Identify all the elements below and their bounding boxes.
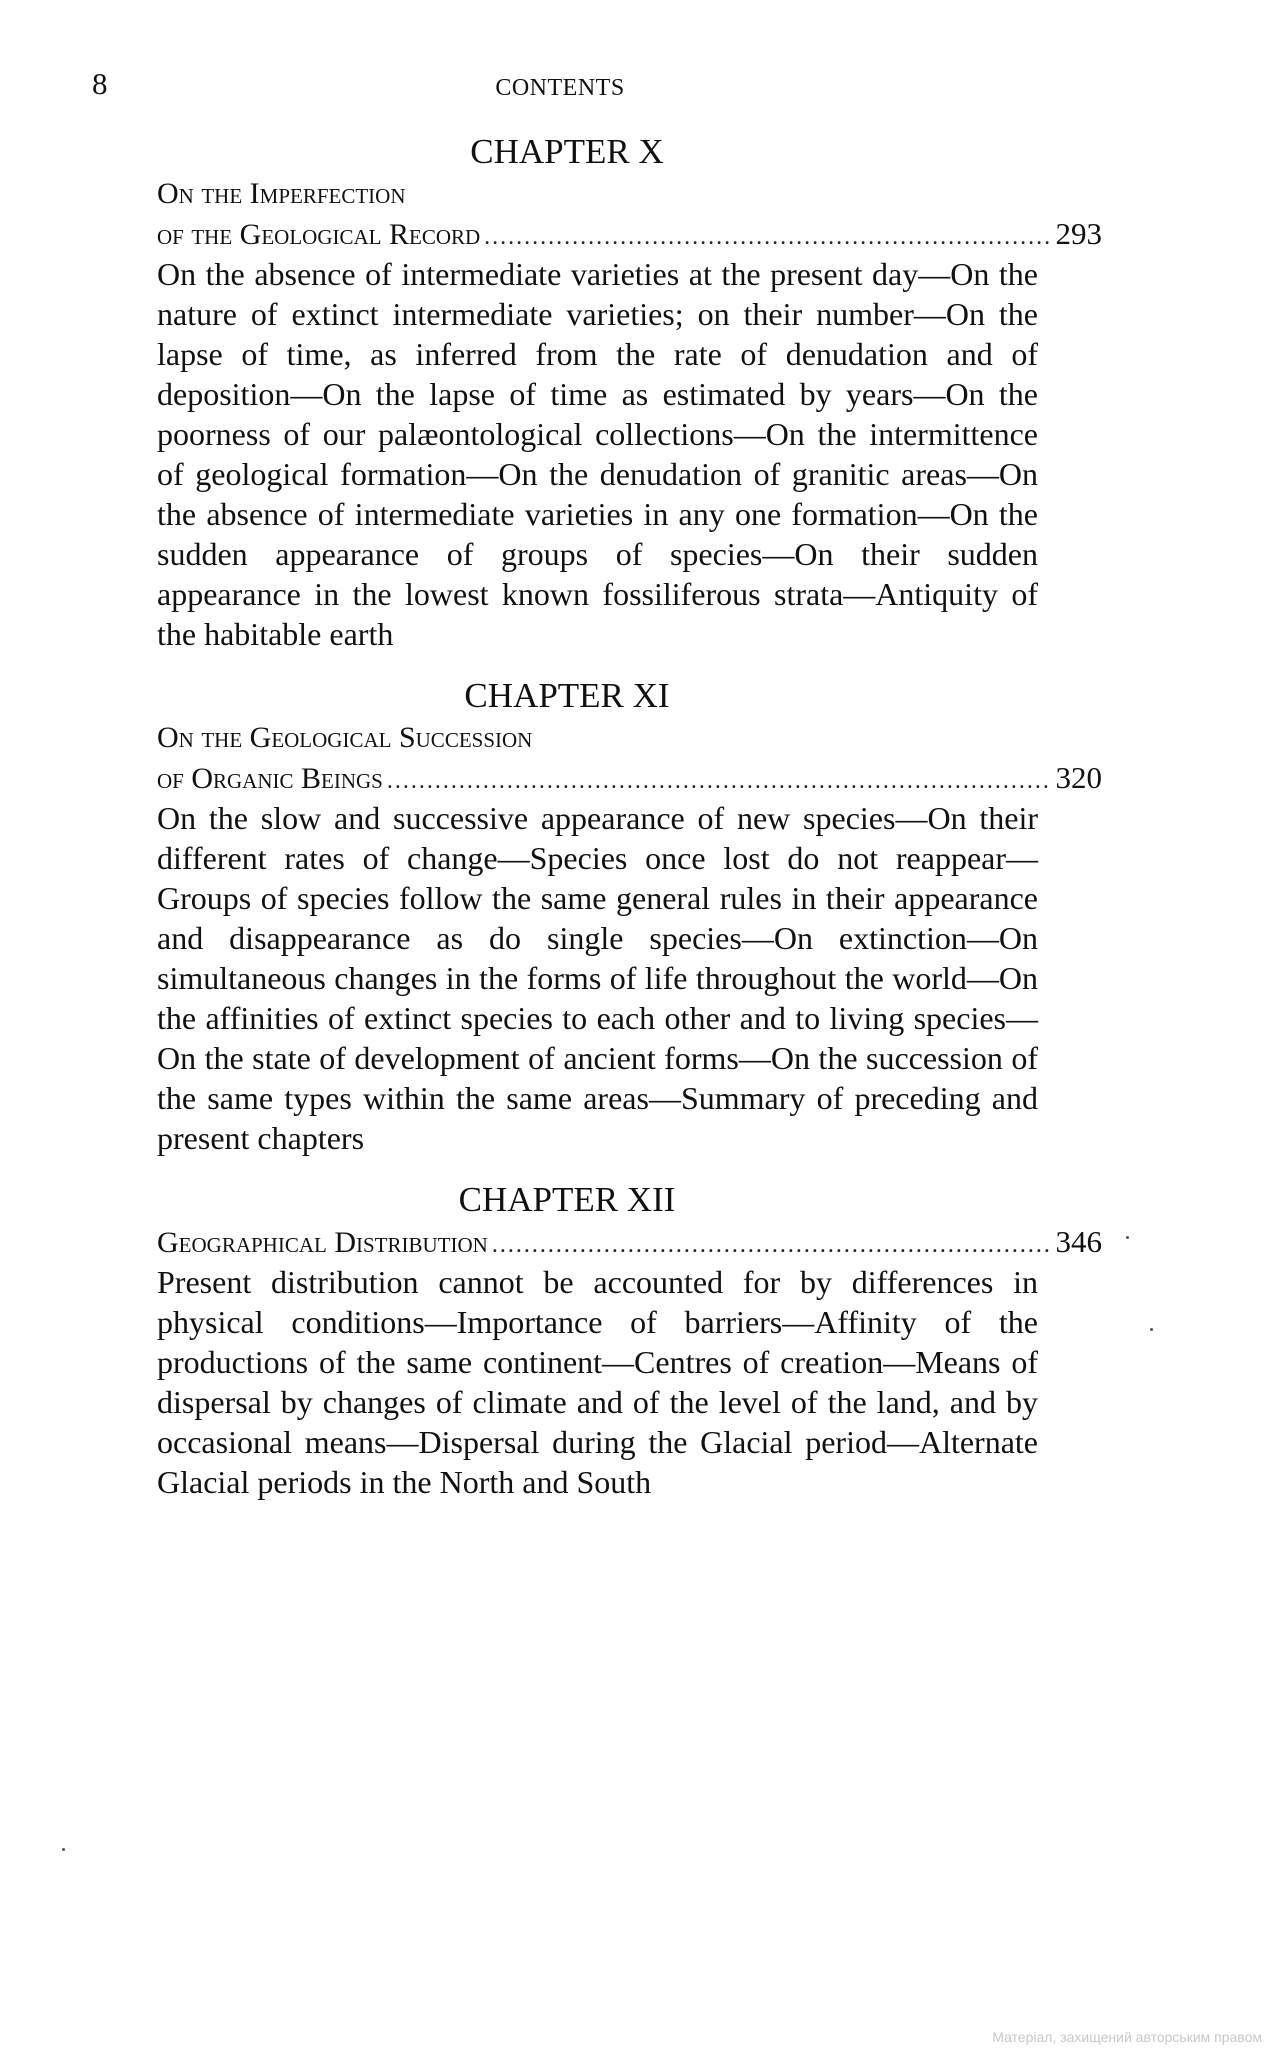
chapter-title-line: On the Imperfection — [157, 177, 406, 210]
chapter-heading: CHAPTER XI — [464, 676, 670, 715]
chapter-title-line: of the Geological Record — [157, 218, 481, 251]
chapter-heading: CHAPTER XII — [458, 1180, 676, 1219]
contents-list — [157, 130, 1102, 1502]
page-reference: 346 — [1055, 1224, 1102, 1259]
scan-speck — [62, 1848, 65, 1851]
dot-leader — [492, 1225, 1052, 1265]
scan-speck — [1126, 1236, 1129, 1239]
chapter-xi — [157, 674, 1102, 1158]
page-reference: 293 — [1055, 216, 1102, 251]
chapter-xii — [157, 1178, 1102, 1502]
chapter-x — [157, 130, 1102, 654]
chapter-title-line: On the Geological Succession — [157, 721, 533, 754]
dot-leader — [484, 217, 1051, 257]
chapter-summary: On the slow and successive appearance of new species—On their different rates of change—Species once lost do not reappear—Groups of species follow the same general rules in their appearance and disappearance as do single species—On extinction—On simultaneous changes in the forms of life throughout the world—On the affinities of extinct species to each other and to living species—On the state of development of ancient forms—On the succession of the same types within the same areas—Summary of preceding and present chapters — [157, 800, 1038, 1156]
running-head: CONTENTS — [495, 75, 625, 101]
chapter-summary: Present distribution cannot be accounted for by differences in physical conditions—Importance of barriers—Affinity of the productions of the same continent—Centres of creation—Means of dispersal by changes of climate and of the level of the land, and by occasional means—Dispersal during the Glacial period—Alternate Glacial periods in the North and South — [157, 1264, 1038, 1500]
toc-entry[interactable] — [157, 1222, 1102, 1262]
chapter-title-line: of Organic Beings — [157, 762, 383, 795]
toc-entry[interactable] — [157, 758, 1102, 798]
chapter-heading: CHAPTER X — [470, 132, 664, 171]
page-reference: 320 — [1055, 760, 1102, 795]
chapter-summary: On the absence of intermediate varieties at the present day—On the nature of extinct intermediate varieties; on their number—On the lapse of time, as inferred from the rate of denudation and of deposition—On the lapse of time as estimated by years—On the poorness of our palæontological collections—On the intermittence of geological formation—On the denudation of granitic areas—On the absence of intermediate varieties in any one formation—On the sudden appearance of groups of species—On their sudden appearance in the lowest known fossiliferous strata—Antiquity of the habitable earth — [157, 256, 1038, 652]
dot-leader — [387, 761, 1052, 801]
toc-entry[interactable] — [157, 214, 1102, 254]
chapter-title-line: Geographical Distribution — [157, 1226, 488, 1259]
copyright-watermark: Матеріал, захищений авторським правом — [992, 2029, 1262, 2045]
scan-speck — [1150, 1328, 1153, 1331]
page-number: 8 — [92, 66, 108, 101]
